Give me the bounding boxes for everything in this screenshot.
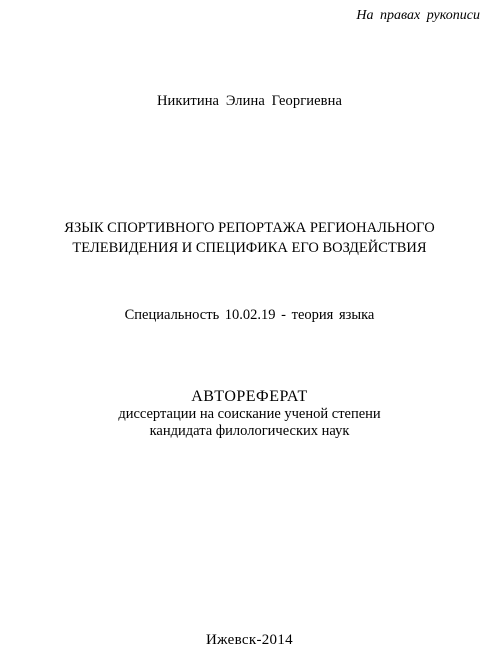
author-name: Никитина Элина Георгиевна	[156, 93, 343, 109]
manuscript-note: На правах рукописи	[356, 8, 480, 23]
dissertation-title	[0, 218, 499, 258]
specialty-line: Специальность 10.02.19 - теория языка	[124, 307, 375, 323]
abstract-block	[0, 388, 499, 440]
abstract-description-line-1: диссертации на соискание ученой степени	[118, 406, 381, 422]
abstract-description-line-2: кандидата филологических наук	[149, 423, 350, 439]
abstract-heading: АВТОРЕФЕРАТ	[191, 388, 308, 405]
title-line-2: ТЕЛЕВИДЕНИЯ И СПЕЦИФИКА ЕГО ВОЗДЕЙСТВИЯ	[72, 240, 427, 256]
title-line-1: ЯЗЫК СПОРТИВНОГО РЕПОРТАЖА РЕГИОНАЛЬНОГО	[64, 220, 435, 236]
city-year: Ижевск-2014	[206, 632, 293, 648]
